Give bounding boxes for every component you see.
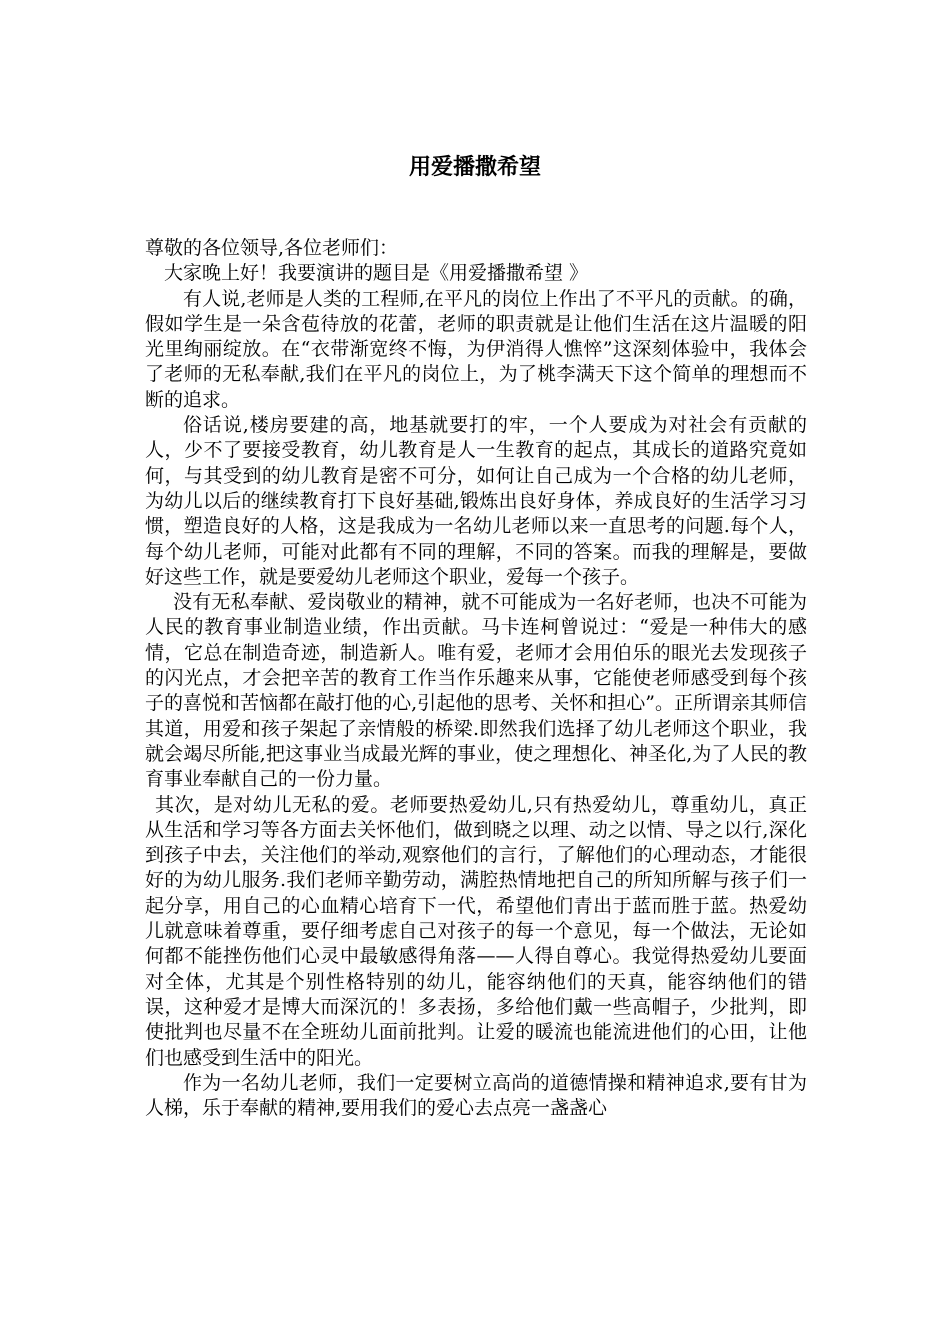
paragraph-4: 其次，是对幼儿无私的爱。老师要热爱幼儿,只有热爱幼儿，尊重幼儿，真正从生活和学习等各方面去关怀他们，做到晓之以理、动之以情、导之以行,深化到孩子中去，关注他们的举动,观察他们的言行，了解他们的心理动态，才能很好的为幼儿服务.我们老师辛勤劳动，满腔热情地把自己的所知所解与孩子们一起分享，用自己的心血精心培育下一代，希望他们青出于蓝而胜于蓝。热爱幼儿就意味着尊重，要仔细考虑自己对孩子的每一个意见，每一个做法，无论如何都不能挫伤他们心灵中最敏感得角落——人得自尊心。我觉得热爱幼儿要面对全体，尤其是个别性格特别的幼儿，能容纳他们的天真，能容纳他们的错误，这种爱才是博大而深沉的！多表扬，多给他们戴一些高帽子，少批判，即使批判也尽量不在全班幼儿面前批判。让爱的暖流也能流进他们的心田，让他们也感受到生活中的阳光。	[145, 793, 807, 1069]
paragraph-1: 有人说,老师是人类的工程师,在平凡的岗位上作出了不平凡的贡献。的确，假如学生是一朵含苞待放的花蕾，老师的职责就是让他们生活在这片温暖的阳光里绚丽绽放。在“衣带渐宽终不悔，为伊消得人憔悴”这深刻体验中，我体会了老师的无私奉献,我们在平凡的岗位上，为了桃李满天下这个简单的理想而不断的追求。	[145, 287, 807, 411]
document-body	[145, 236, 807, 1121]
opening-line: 大家晚上好！我要演讲的题目是《用爱播撒希望 》	[164, 262, 589, 285]
paragraph-5: 作为一名幼儿老师，我们一定要树立高尚的道德情操和精神追求,要有甘为人梯，乐于奉献的精神,要用我们的爱心去点亮一盏盏心	[145, 1071, 807, 1120]
paragraph-3: 没有无私奉献、爱岗敬业的精神，就不可能成为一名好老师，也决不可能为人民的教育事业制造业绩，作出贡献。马卡连柯曾说过：“爱是一种伟大的感情，它总在制造奇迹，制造新人。唯有爱，老师才会用伯乐的眼光去发现孩子的闪光点，才会把辛苦的教育工作当作乐趣来从事，它能使老师感受到每个孩子的喜悦和苦恼都在敲打他的心,引起他的思考、关怀和担心”。正所谓亲其师信其道，用爱和孩子架起了亲情般的桥梁.即然我们选择了幼儿老师这个职业，我就会竭尽所能,把这事业当成最光辉的事业，使之理想化、神圣化,为了人民的教育事业奉献自己的一份力量。	[145, 591, 807, 791]
salutation: 尊敬的各位领导,各位老师们：	[145, 237, 399, 259]
paragraph-2: 俗话说,楼房要建的高，地基就要打的牢，一个人要成为对社会有贡献的人，少不了要接受教育，幼儿教育是人一生教育的起点，其成长的道路究竟如何，与其受到的幼儿教育是密不可分，如何让自己成为一个合格的幼儿老师，为幼儿以后的继续教育打下良好基础,锻炼出良好身体，养成良好的生活学习习惯，塑造良好的人格，这是我成为一名幼儿老师以来一直思考的问题.每个人，每个幼儿老师，可能对此都有不同的理解，不同的答案。而我的理解是，要做好这些工作，就是要爱幼儿老师这个职业，爱每一个孩子。	[145, 414, 807, 588]
document-title: 用爱播撒希望	[408, 155, 541, 180]
